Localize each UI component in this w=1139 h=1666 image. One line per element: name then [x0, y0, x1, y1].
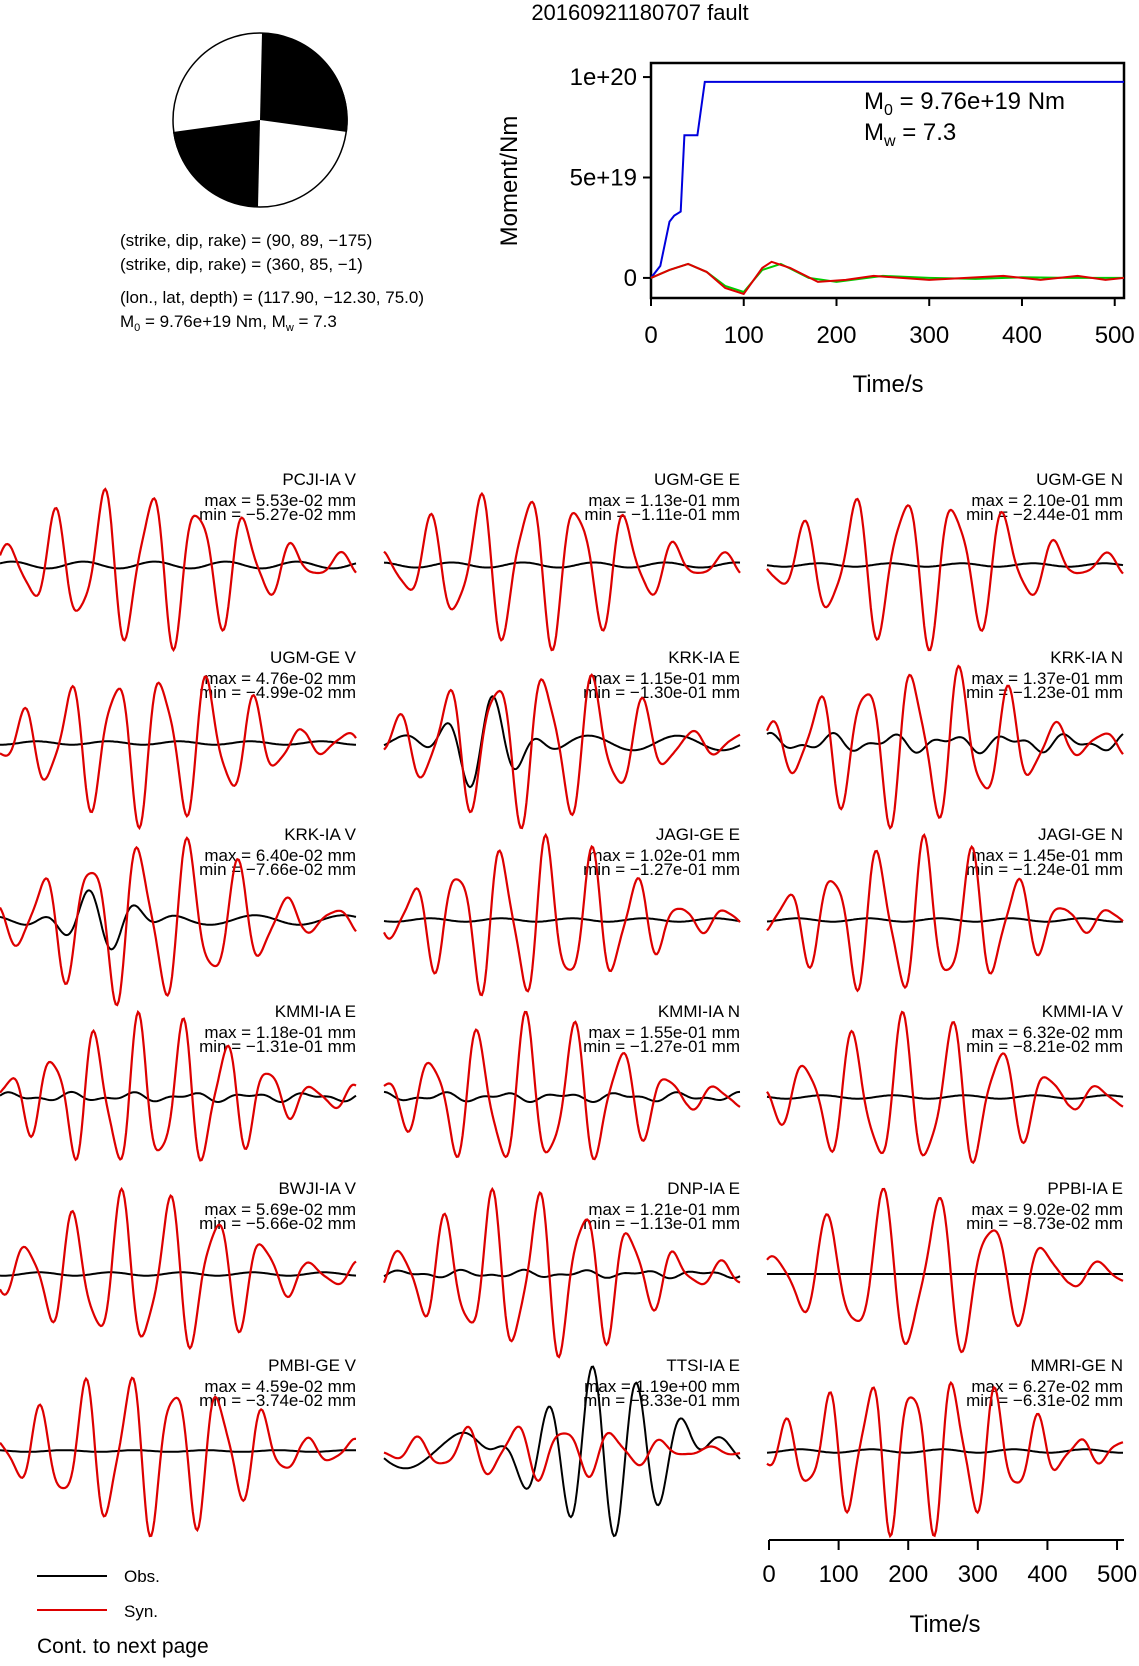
waveform-panel	[767, 1002, 1124, 1163]
waveform-observed-line	[384, 918, 740, 921]
waveform-xtick-label: 500	[1097, 1561, 1138, 1588]
waveform-station-label: MMRI-GE N	[1030, 1356, 1123, 1375]
waveform-max-label: max = 1.21e-01 mm	[588, 1200, 740, 1219]
waveform-max-label: max = 5.69e-02 mm	[204, 1200, 356, 1219]
waveform-observed-line	[0, 1450, 356, 1452]
focal-location: (lon., lat, depth) = (117.90, −12.30, 75.0)	[120, 288, 424, 307]
waveform-observed-line	[0, 741, 356, 744]
moment-xtick-label: 400	[1001, 322, 1043, 349]
waveform-max-label: max = 1.37e-01 mm	[971, 669, 1123, 688]
waveform-panel	[384, 1002, 740, 1159]
waveform-observed-line	[384, 696, 740, 787]
waveform-station-label: TTSI-IA E	[666, 1356, 740, 1375]
waveform-panel	[767, 825, 1123, 991]
focal-moment: $M_0 = 9.76e+19$ Nm, $M_w = 7.3$	[120, 312, 337, 334]
waveform-station-label: DNP-IA E	[667, 1179, 740, 1198]
waveform-min-label: min = −1.24e-01 mm	[966, 860, 1123, 879]
waveform-xlabel: Time/s	[909, 1611, 981, 1638]
waveform-observed-line	[767, 1095, 1123, 1098]
beachball-quadrant-ne	[260, 33, 348, 132]
waveform-min-label: min = −1.11e-01 mm	[584, 505, 740, 524]
waveform-min-label: min = −1.30e-01 mm	[583, 683, 740, 702]
waveform-xtick-label: 100	[818, 1561, 859, 1588]
waveform-station-label: PPBI-IA E	[1047, 1179, 1123, 1198]
waveform-xtick-label: 400	[1027, 1561, 1068, 1588]
focal-plane-1: (strike, dip, rake) = (90, 89, −175)	[120, 231, 373, 250]
waveform-station-label: BWJI-IA V	[278, 1179, 356, 1198]
waveform-max-label: max = 1.15e-01 mm	[588, 669, 740, 688]
moment-ytick-label: 0	[623, 264, 637, 292]
waveform-max-label: max = 6.32e-02 mm	[971, 1023, 1123, 1042]
legend	[37, 1567, 160, 1621]
waveform-station-label: KMMI-IA V	[1041, 1002, 1123, 1021]
moment-xtick-label: 200	[816, 322, 857, 349]
figure-title: 20160921180707 fault	[531, 0, 749, 25]
waveform-station-label: KRK-IA N	[1050, 648, 1123, 667]
legend-syn-label: Syn.	[124, 1602, 159, 1621]
waveform-observed-line	[767, 563, 1123, 566]
waveform-max-label: max = 5.53e-02 mm	[204, 491, 356, 510]
waveform-max-label: max = 1.45e-01 mm	[971, 846, 1123, 865]
waveform-panel	[767, 1356, 1123, 1536]
waveform-min-label: min = −1.31e-01 mm	[199, 1037, 356, 1056]
waveform-max-label: max = 4.76e-02 mm	[204, 669, 356, 688]
waveform-panel	[0, 825, 357, 1005]
waveform-min-label: min = −6.31e-02 mm	[966, 1391, 1123, 1410]
waveform-min-label: min = −7.66e-02 mm	[199, 860, 356, 879]
moment-ytick-label: 1e+20	[569, 64, 637, 92]
waveform-station-label: UGM-GE V	[270, 648, 356, 667]
waveform-station-label: KRK-IA E	[668, 648, 740, 667]
waveform-observed-line	[0, 1272, 356, 1275]
moment-chart	[496, 63, 1135, 398]
waveform-panel	[767, 1179, 1123, 1352]
continuation-note: Cont. to next page	[37, 1635, 209, 1658]
waveform-time-axis	[762, 1540, 1137, 1638]
waveform-panel	[767, 470, 1123, 650]
waveform-max-label: max = 1.19e+00 mm	[584, 1377, 740, 1396]
moment-xlabel: Time/s	[852, 371, 924, 398]
waveform-min-label: min = −2.44e-01 mm	[966, 505, 1123, 524]
focal-plane-2: (strike, dip, rake) = (360, 85, −1)	[120, 255, 363, 274]
legend-obs-label: Obs.	[124, 1567, 160, 1586]
waveform-station-label: PCJI-IA V	[282, 470, 356, 489]
waveform-panel	[0, 470, 357, 650]
waveform-min-label: min = −8.33e-01 mm	[583, 1391, 740, 1410]
waveform-panel	[0, 648, 357, 828]
waveform-panel	[767, 648, 1123, 828]
waveform-panels	[0, 470, 1124, 1536]
waveform-panel	[384, 470, 740, 650]
waveform-max-label: max = 9.02e-02 mm	[971, 1200, 1123, 1219]
waveform-min-label: min = −3.74e-02 mm	[199, 1391, 356, 1410]
waveform-min-label: min = −8.73e-02 mm	[966, 1214, 1123, 1233]
waveform-station-label: UGM-GE N	[1036, 470, 1123, 489]
beachball	[173, 33, 348, 207]
waveform-max-label: max = 1.13e-01 mm	[588, 491, 740, 510]
waveform-xtick-label: 200	[888, 1561, 929, 1588]
waveform-panel	[384, 1356, 740, 1536]
moment-xtick-label: 300	[909, 322, 950, 349]
waveform-max-label: max = 6.40e-02 mm	[204, 846, 356, 865]
waveform-max-label: max = 1.02e-01 mm	[588, 846, 740, 865]
waveform-min-label: min = −5.66e-02 mm	[199, 1214, 356, 1233]
waveform-panel	[384, 825, 740, 995]
waveform-xtick-label: 300	[957, 1561, 998, 1588]
moment-ytick-label: 5e+19	[569, 164, 637, 192]
waveform-panel	[384, 648, 740, 828]
waveform-min-label: min = −1.23e-01 mm	[966, 683, 1123, 702]
waveform-min-label: min = −1.27e-01 mm	[583, 1037, 740, 1056]
waveform-min-label: min = −1.27e-01 mm	[583, 860, 740, 879]
waveform-max-label: max = 4.59e-02 mm	[204, 1377, 356, 1396]
waveform-station-label: JAGI-GE E	[655, 825, 740, 844]
moment-xtick-label: 500	[1094, 322, 1135, 349]
waveform-observed-line	[767, 733, 1123, 753]
waveform-max-label: max = 1.55e-01 mm	[588, 1023, 740, 1042]
waveform-min-label: min = −5.27e-02 mm	[199, 505, 356, 524]
waveform-min-label: min = −4.99e-02 mm	[199, 683, 356, 702]
waveform-station-label: KRK-IA V	[284, 825, 356, 844]
waveform-max-label: max = 1.18e-01 mm	[204, 1023, 356, 1042]
waveform-panel	[0, 1356, 357, 1536]
waveform-panel	[384, 1179, 740, 1357]
waveform-max-label: max = 6.27e-02 mm	[971, 1377, 1123, 1396]
beachball-quadrant-sw	[173, 120, 260, 207]
moment-annotation-mw: $M_w = 7.3$	[864, 119, 957, 150]
waveform-max-label: max = 2.10e-01 mm	[971, 491, 1123, 510]
waveform-station-label: UGM-GE E	[654, 470, 740, 489]
moment-xtick-label: 0	[644, 322, 658, 349]
moment-rate-red-line	[651, 262, 1124, 294]
waveform-station-label: JAGI-GE N	[1037, 825, 1123, 844]
waveform-station-label: KMMI-IA N	[657, 1002, 740, 1021]
waveform-min-label: min = −8.21e-02 mm	[966, 1037, 1123, 1056]
waveform-panel	[0, 1179, 357, 1348]
waveform-station-label: KMMI-IA E	[274, 1002, 356, 1021]
moment-ylabel: Moment/Nm	[496, 115, 523, 247]
waveform-min-label: min = −1.13e-01 mm	[583, 1214, 740, 1233]
moment-annotation-m0: $M_0 = 9.76e+19$ Nm	[864, 88, 1066, 119]
waveform-xtick-label: 0	[762, 1561, 776, 1588]
waveform-station-label: PMBI-GE V	[268, 1356, 356, 1375]
moment-xtick-label: 100	[723, 322, 764, 349]
waveform-panel	[0, 1002, 356, 1160]
